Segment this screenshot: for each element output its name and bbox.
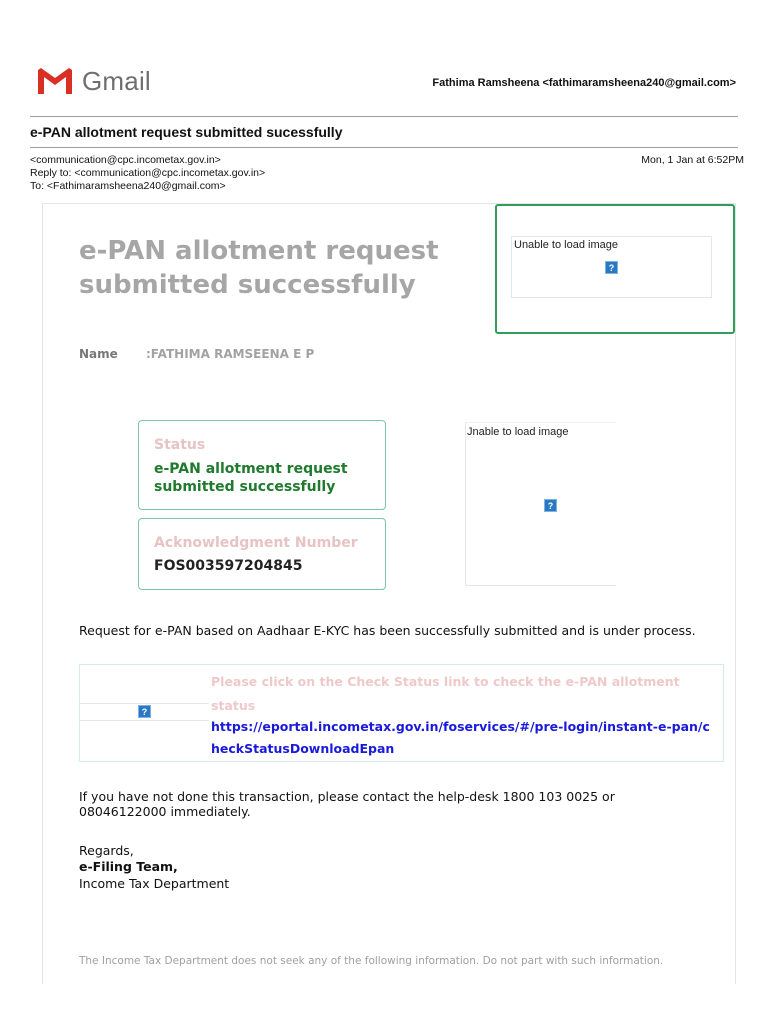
- team-name: e-Filing Team,: [79, 859, 178, 874]
- helpdesk-message: If you have not done this transaction, please contact the help-desk 1800 103 0025 or 08046122000 immediately.: [79, 789, 615, 819]
- gmail-logo-icon: [36, 66, 74, 96]
- name-value: :FATHIMA RAMSEENA E P: [146, 347, 315, 361]
- name-label: Name: [79, 347, 118, 361]
- divider: [30, 147, 738, 148]
- footer-disclaimer: The Income Tax Department does not seek any of the following information. Do not part with such information.: [79, 955, 664, 967]
- sender: <communication@cpc.incometax.gov.in>: [30, 154, 221, 166]
- status-value: e-PAN allotment request submitted successfully: [154, 461, 348, 495]
- regards-text: Regards,: [79, 843, 134, 858]
- broken-image: [465, 422, 616, 586]
- divider: [30, 116, 738, 117]
- broken-image: [511, 236, 712, 298]
- image-placeholder-text: Jnable to load image: [467, 426, 569, 438]
- reply-to: Reply to: <communication@cpc.incometax.gov.in>: [30, 167, 266, 179]
- broken-image: [79, 703, 209, 721]
- status-card: [138, 420, 386, 510]
- department-name: Income Tax Department: [79, 876, 230, 891]
- request-message: Request for e-PAN based on Aadhaar E-KYC has been successfully submitted and is under process.: [79, 623, 696, 638]
- check-status-link[interactable]: https://eportal.incometax.gov.in/foservices/#/pre-login/instant-e-pan/checkStatusDownloadEpan: [211, 719, 710, 756]
- email-subject: e-PAN allotment request submitted sucessfully: [30, 124, 343, 140]
- account-email: Fathima Ramsheena <fathimaramsheena240@gmail.com>: [432, 77, 736, 89]
- broken-image-icon: ?: [138, 705, 151, 718]
- message-title: e-PAN allotment request submitted successfully: [79, 236, 439, 300]
- check-status-note: Please click on the Check Status link to check the e-PAN allotment status: [211, 674, 680, 713]
- app-name: Gmail: [82, 66, 151, 96]
- broken-image-icon: ?: [544, 499, 557, 512]
- acknowledgment-number: FOS003597204845: [154, 558, 303, 574]
- acknowledgment-label: Acknowledgment Number: [154, 535, 358, 551]
- status-label: Status: [154, 437, 206, 453]
- email-date: Mon, 1 Jan at 6:52PM: [641, 154, 744, 166]
- broken-image-icon: ?: [605, 261, 618, 274]
- recipient: To: <Fathimaramsheena240@gmail.com>: [30, 180, 226, 192]
- image-placeholder-text: Unable to load image: [514, 239, 618, 251]
- acknowledgment-card: [138, 518, 386, 590]
